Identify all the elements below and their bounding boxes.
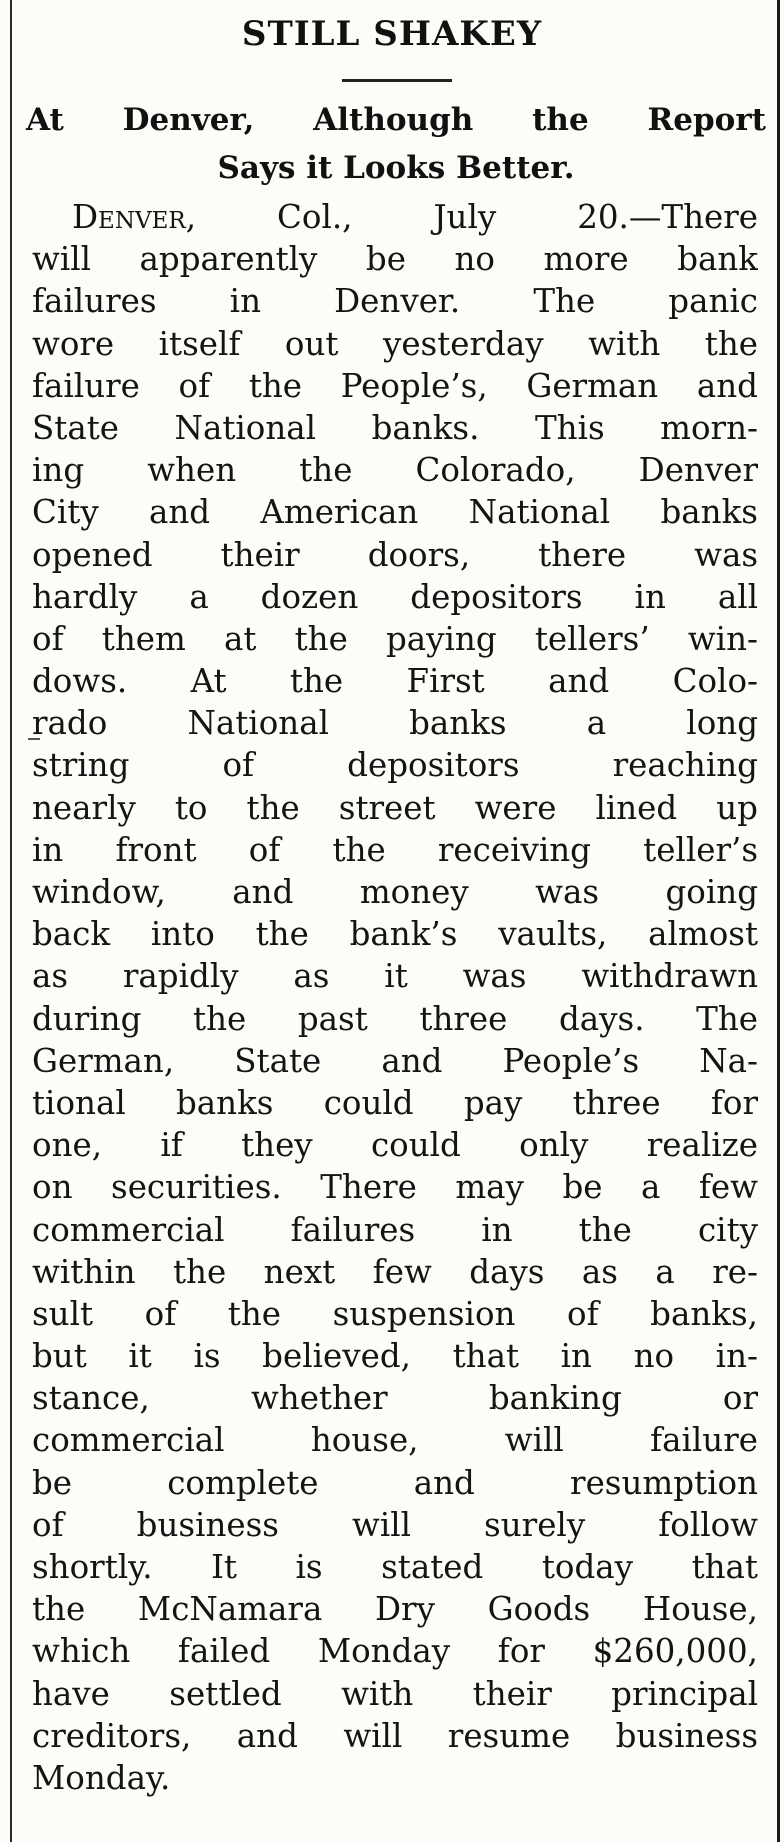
article-line: within the next few days as a re- bbox=[32, 1252, 758, 1291]
article-line: City and American National banks bbox=[32, 493, 758, 532]
article-line: ing when the Colorado, Denver bbox=[32, 451, 758, 490]
article-line: in front of the receiving teller’s bbox=[32, 830, 758, 869]
article-line: hardly a dozen depositors in all bbox=[32, 577, 758, 616]
article-line: window, and money was going bbox=[32, 873, 758, 911]
article-line: the McNamara Dry Goods House, bbox=[32, 1590, 758, 1629]
article-line: which failed Monday for $260,000, bbox=[32, 1632, 758, 1671]
article-line: but it is believed, that in no in- bbox=[32, 1337, 758, 1376]
article-line: one, if they could only realize bbox=[32, 1126, 758, 1165]
article-line: wore itself out yesterday with the bbox=[32, 324, 758, 363]
article-line: commercial house, will failure bbox=[32, 1421, 758, 1460]
dateline-place: Denver bbox=[72, 198, 186, 236]
subheadline-line-1: At Denver, Although the Report bbox=[26, 102, 766, 138]
article-line: opened their doors, there was bbox=[32, 535, 758, 574]
article-line: have settled with their principal bbox=[32, 1674, 758, 1713]
headline-rule bbox=[342, 79, 452, 82]
article-line: rado National banks a long bbox=[32, 704, 758, 743]
article-line: dows. At the First and Colo- bbox=[32, 662, 758, 701]
article-line: State National banks. This morn- bbox=[32, 408, 758, 447]
column-rule-left bbox=[10, 0, 12, 1842]
article-line: commercial failures in the city bbox=[32, 1210, 758, 1249]
article-line: shortly. It is stated today that bbox=[32, 1548, 758, 1586]
article-line: failure of the People’s, German and bbox=[32, 366, 758, 405]
article-line: on securities. There may be a few bbox=[32, 1168, 758, 1207]
article-line: nearly to the street were lined up bbox=[32, 788, 758, 827]
article-line bbox=[32, 196, 758, 238]
article-line: of business will surely follow bbox=[32, 1505, 758, 1544]
headline: STILL SHAKEY bbox=[241, 14, 543, 54]
article-line: tional banks could pay three for bbox=[32, 1083, 758, 1122]
article-line: failures in Denver. The panic bbox=[32, 282, 758, 321]
article-line: string of depositors reaching bbox=[32, 746, 758, 785]
article-line: German, State and People’s Na- bbox=[32, 1041, 758, 1080]
dateline-rest: , Col., July 20.—There bbox=[185, 198, 758, 236]
article-line: of them at the paying tellers’ win- bbox=[32, 619, 758, 658]
article-line: will apparently be no more bank bbox=[32, 240, 758, 279]
article-line: Monday. bbox=[32, 1758, 171, 1797]
article-line: creditors, and will resume business bbox=[32, 1716, 758, 1755]
article-line: as rapidly as it was withdrawn bbox=[32, 957, 758, 996]
subheadline bbox=[26, 96, 766, 192]
article-line: stance, whether banking or bbox=[32, 1379, 758, 1418]
article-body bbox=[32, 196, 758, 1799]
subheadline-line-2: Says it Looks Better. bbox=[217, 150, 575, 186]
column-rule-right bbox=[777, 0, 780, 1842]
article-line: be complete and resumption bbox=[32, 1463, 758, 1502]
article-line: during the past three days. The bbox=[32, 999, 758, 1038]
article-line: sult of the suspension of banks, bbox=[32, 1294, 758, 1333]
article-line: back into the bank’s vaults, almost bbox=[32, 915, 758, 954]
